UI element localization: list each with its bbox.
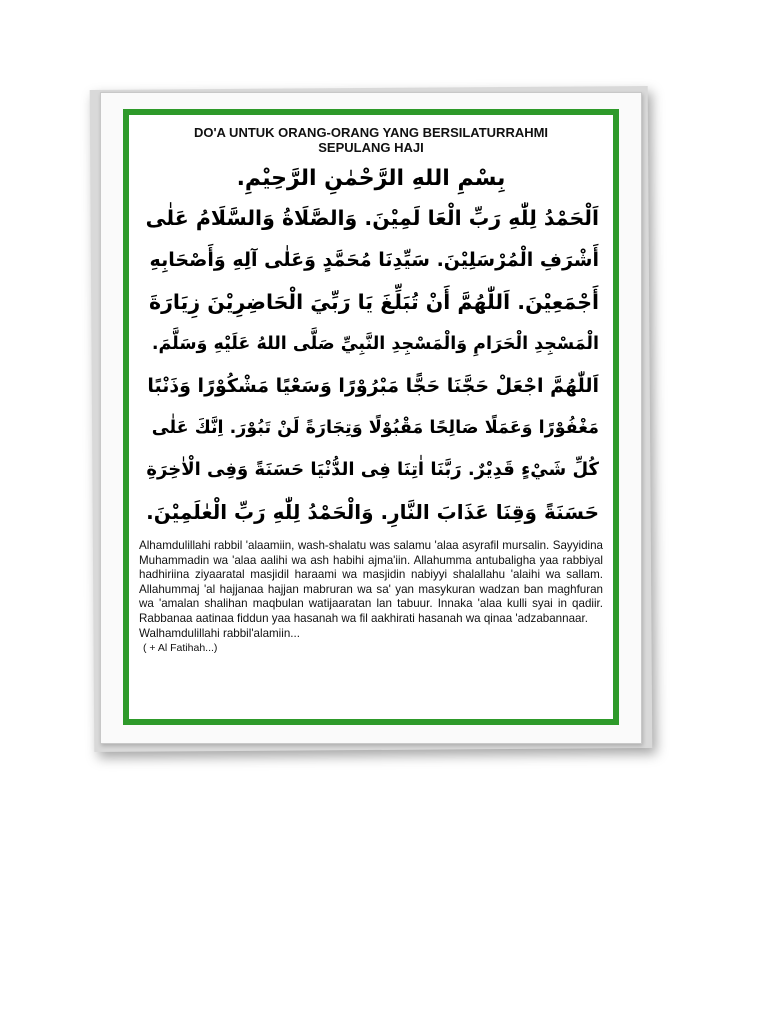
arabic-text: [129, 161, 613, 533]
transliteration-closing: Walhamdulillahi rabbil'alamiin...: [139, 626, 300, 640]
arabic-line: أَشْرَفِ الْمُرْسَلِيْنَ. سَيِّدِنَا مُحَمَّدٍ وَعَلٰى آلِهِ وَأَصْحَابِهِ: [149, 249, 599, 271]
transliteration-body: Alhamdulillahi rabbil 'alaamiin, wash-shalatu was salamu 'alaa asyrafil mursalin. Sayyidina Muhammadin wa 'alaa aalihi wa ash habihi ajma'iin. Allahumma antubaligha yaa rabbiyal hadhiriina ziyaaratal masjidil haraami wa masjidin nabiyyi shalallahu 'alaihi wa sallam. Allahummaj 'al hajjanaa hajjan mabruran wa sa' yan masykuran wadzan ban maghfuran wa 'amalan shalihan maqbulan watijaaratan lan tabuur. Innaka 'alaa kulli syai in qadiir. Rabbanaa aatinaa fiddun yaa hasanah wa fil aakhirati hasanah wa qinaa 'adzabannaar.: [139, 539, 603, 625]
title-line-1: DO'A UNTUK ORANG-ORANG YANG BERSILATURRAHMI: [193, 125, 549, 140]
transliteration: [139, 539, 603, 656]
arabic-line: كُلِّ شَيْءٍ قَدِيْرٌ. رَبَّنَا اٰتِنَا فِى الدُّنْيَا حَسَنَةً وَفِى الْاٰخِرَةِ: [146, 459, 599, 480]
arabic-line: الْمَسْجِدِ الْحَرَامِ وَالْمَسْجِدِ النَّبِيِّ صَلَّى اللهُ عَلَيْهِ وَسَلَّمَ.: [151, 334, 599, 354]
arabic-line: اَللّٰهُمَّ اجْعَلْ حَجَّنَا حَجًّا مَبْرُوْرًا وَسَعْيًا مَشْكُوْرًا وَذَنْبًا: [147, 375, 599, 397]
arabic-line-basmala: بِسْمِ اللهِ الرَّحْمٰنِ الرَّحِيْمِ.: [236, 166, 506, 191]
arabic-line: اَلْحَمْدُ لِلّٰهِ رَبِّ الْعَا لَمِيْنَ. وَالصَّلَاةُ وَالسَّلَامُ عَلٰى: [145, 206, 599, 230]
green-frame: [123, 109, 619, 725]
arabic-line: أَجْمَعِيْنَ. اَللّٰهُمَّ أَنْ تُبَلِّغَ يَا رَبِّيَ الْحَاضِرِيْنَ زِيَارَةَ: [149, 290, 599, 314]
card-title: [129, 125, 613, 155]
arabic-line: حَسَنَةً وَقِنَا عَذَابَ النَّارِ. وَالْحَمْدُ لِلّٰهِ رَبِّ الْعٰلَمِيْنَ.: [146, 500, 599, 524]
prayer-card: [100, 92, 642, 744]
al-fatihah-note: ( + Al Fatihah...): [143, 642, 218, 655]
title-line-2: SEPULANG HAJI: [318, 140, 424, 155]
arabic-line: مَغْفُوْرًا وَعَمَلًا صَالِحًا مَقْبُوْلًا وَتِجَارَةً لَنْ تَبُوْرَ. اِنَّكَ عَلٰى: [151, 418, 599, 438]
